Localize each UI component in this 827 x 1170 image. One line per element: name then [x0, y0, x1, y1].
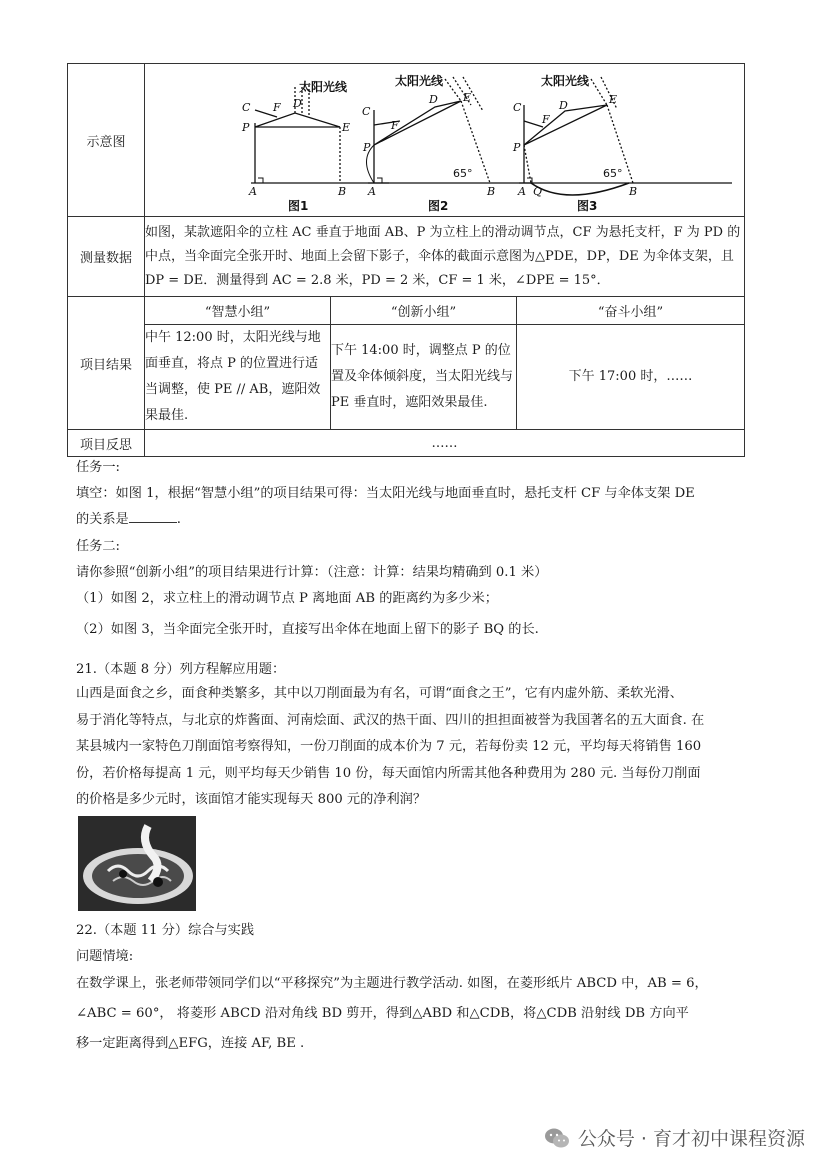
task2-q1: （1）如图 2，求立柱上的滑动调节点 P 离地面 AB 的距离约为多少米； [76, 591, 498, 606]
q22-line: 在数学课上，张老师带领同学们以“平移探究”为主题进行教学活动. 如图，在菱形纸片 ABCD 中，AB = 6， [76, 976, 708, 991]
svg-text:E: E [609, 92, 618, 106]
group-2-header: “创新小组” [331, 297, 517, 325]
svg-text:P: P [363, 140, 371, 154]
q21-line: 某县城内一家特色刀削面馆考察得知，一份刀削面的成本价为 7 元，若每份卖 12 元，平均每天将销售 160 [76, 739, 702, 754]
svg-text:D: D [559, 98, 568, 112]
measurement-text: 如图，某款遮阳伞的立柱 AC 垂直于地面 AB、P 为立柱上的滑动调节点，CF 为悬托支杆，F 为 PD 的中点，当伞面完全张开时、地面上会留下影子，伞体的截面示意图为△PDE，DP，DE 为伞体支架，且 DP = DE．测量得到 AC = 2.8 米，PD = 2 米，CF = 1 米，∠DPE = 15°． [145, 217, 745, 297]
fig2-caption: 图2 [428, 198, 449, 213]
task1-line2-text: 的关系是 [76, 512, 129, 527]
svg-text:E: E [342, 120, 351, 134]
figure-3 [519, 77, 732, 195]
svg-text:C: C [513, 100, 522, 114]
figure-1 [251, 85, 389, 183]
q22-sub: 问题情境: [76, 949, 134, 964]
svg-text:Q: Q [533, 184, 543, 198]
group-2-result: 下午 14:00 时，调整点 P 的位置及伞体倾斜度，当太阳光线与 PE 垂直时，遮阳效果最佳. [331, 325, 517, 430]
reflection-text: …… [145, 430, 745, 457]
svg-text:E: E [463, 90, 472, 104]
row-header-diagram: 示意图 [68, 64, 145, 217]
group-3-result: 下午 17:00 时，…… [517, 325, 745, 430]
sun-ray-label-3: 太阳光线 [541, 73, 590, 88]
row-header-data: 测量数据 [68, 217, 145, 297]
svg-text:P: P [242, 120, 250, 134]
task2-title: 任务二: [76, 539, 121, 554]
svg-text:D: D [429, 92, 438, 106]
svg-text:F: F [542, 112, 550, 126]
svg-text:A: A [368, 184, 376, 198]
task1-line2-end: . [176, 512, 181, 527]
svg-text:65°: 65° [453, 166, 473, 180]
svg-text:B: B [338, 184, 347, 198]
group-3-header: “奋斗小组” [517, 297, 745, 325]
task1-line1: 填空：如图 1，根据“智慧小组”的项目结果可得：当太阳光线与地面垂直时，悬托支杆 CF 与伞体支架 DE [76, 486, 695, 501]
svg-text:C: C [362, 104, 371, 118]
q21-line: 的价格是多少元时，该面馆才能实现每天 800 元的净利润？ [76, 792, 427, 807]
svg-text:B: B [487, 184, 496, 198]
sun-ray-label-2: 太阳光线 [395, 73, 444, 88]
q21-line: 份，若价格每提高 1 元，则平均每天少销售 10 份，每天面馆内所需其他各种费用为 280 元. 当每份刀削面 [76, 765, 701, 781]
watermark [544, 1124, 805, 1151]
q21-line: 山西是面食之乡，面食种类繁多，其中以刀削面最为有名，可谓“面食之王”，它有内虚外筋、柔软光滑、 [76, 686, 683, 701]
wechat-icon [544, 1127, 570, 1149]
sun-ray-label-1: 太阳光线 [299, 79, 348, 94]
noodle-photo [78, 816, 196, 911]
group-1-header: “智慧小组” [145, 297, 331, 325]
project-table [67, 63, 745, 457]
q21-body [76, 681, 752, 814]
svg-text:B: B [629, 184, 638, 198]
svg-text:D: D [293, 96, 302, 110]
fig3-caption: 图3 [577, 198, 598, 213]
row-header-results: 项目结果 [68, 297, 145, 430]
q22-body [76, 969, 752, 1059]
svg-text:F: F [391, 118, 399, 132]
svg-text:65°: 65° [603, 166, 623, 180]
svg-text:P: P [513, 140, 521, 154]
task1-title: 任务一: [76, 460, 121, 475]
q21-title: 21.（本题 8 分）列方程解应用题： [76, 662, 286, 677]
fig1-caption: 图1 [288, 198, 309, 213]
task2-intro: 请你参照“创新小组”的项目结果进行计算：（注意：计算：结果均精确到 0.1 米） [76, 565, 548, 580]
watermark-text: 公众号 · 育才初中课程资源 [577, 1128, 805, 1150]
diagram-cell [145, 64, 745, 217]
svg-text:A: A [249, 184, 257, 198]
q22-title: 22.（本题 11 分）综合与实践 [76, 923, 255, 938]
q22-line: 移一定距离得到△EFG，连接 AF, BE . [76, 1036, 305, 1051]
svg-text:A: A [518, 184, 526, 198]
answer-blank[interactable] [129, 522, 177, 523]
q22-line: ∠ABC = 60°， 将菱形 ABCD 沿对角线 BD 剪开，得到△ABD 和△CDB，将△CDB 沿射线 DB 方向平 [76, 1006, 689, 1021]
task1-line2 [76, 513, 181, 526]
q21-line: 易于消化等特点，与北京的炸酱面、河南烩面、武汉的热干面、四川的担担面被誉为我国著名的五大面食. 在 [76, 712, 705, 728]
svg-text:F: F [273, 100, 281, 114]
umbrella-diagrams [145, 65, 744, 216]
task2-q2: （2）如图 3，当伞面完全张开时，直接写出伞体在地面上留下的影子 BQ 的长. [76, 622, 539, 637]
group-1-result: 中午 12:00 时，太阳光线与地面垂直，将点 P 的位置进行适当调整，使 PE // AB，遮阳效果最佳. [145, 325, 331, 430]
svg-text:C: C [242, 100, 251, 114]
row-header-reflection: 项目反思 [68, 430, 145, 457]
